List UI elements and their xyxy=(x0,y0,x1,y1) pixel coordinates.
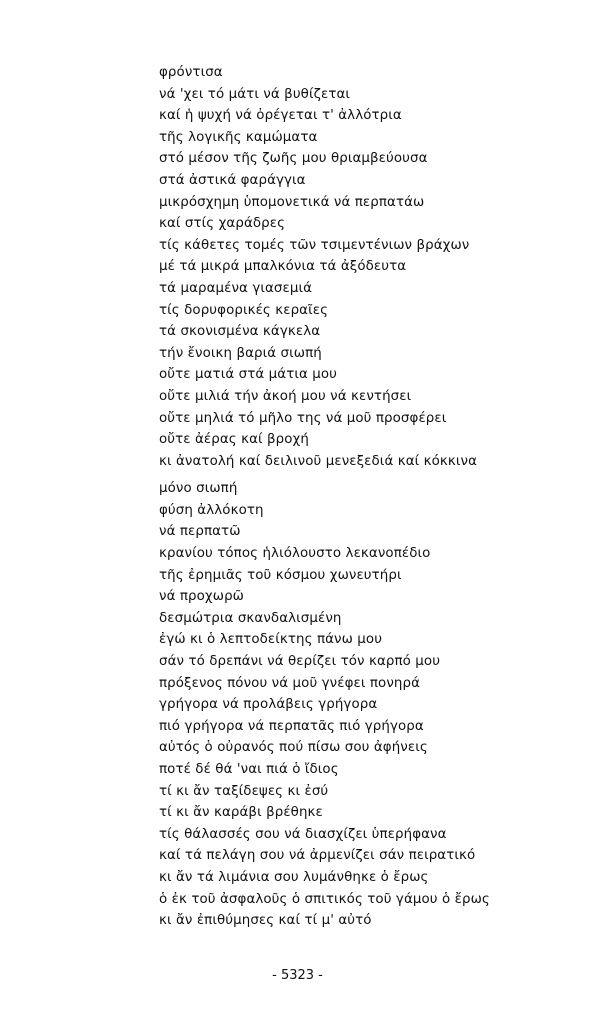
poem-line: καί τά πελάγη σου νά ἀρμενίζει σάν πειρατικό xyxy=(159,848,476,864)
poem-line: φύση ἀλλόκοτη xyxy=(159,502,264,518)
poem-line: τά σκονισμένα κάγκελα xyxy=(159,324,321,340)
poem-line: κι ἀνατολή καί δειλινοῦ μενεξεδιά καί κόκκινα xyxy=(159,453,478,469)
poem-line: γρήγορα νά προλάβεις γρήγορα xyxy=(159,697,378,713)
page-number: - 5323 - xyxy=(272,968,323,983)
poem-line: οὔτε μιλιά τήν ἀκοή μου νά κεντήσει xyxy=(159,388,412,404)
poem-line: οὔτε ματιά στά μάτια μου xyxy=(159,367,338,383)
poem-line: δεσμώτρια σκανδαλισμένη xyxy=(159,610,342,626)
poem-line: πρόξενος πόνου νά μοῦ γνέφει πονηρά xyxy=(159,675,421,691)
poem-line: τίς δορυφορικές κεραῖες xyxy=(159,302,329,318)
poem-line: ἐγώ κι ὁ λεπτοδείκτης πάνω μου xyxy=(159,632,383,648)
poem-line: κι ἄν ἐπιθύμησες καί τί μ' αὐτό xyxy=(159,913,372,929)
poem-line: στό μέσον τῆς ζωῆς μου θριαμβεύουσα xyxy=(159,151,428,167)
poem-line: τί κι ἄν ταξίδεψες κι ἐσύ xyxy=(159,783,329,799)
poem-line: μέ τά μικρά μπαλκόνια τά ἀξόδευτα xyxy=(159,259,407,275)
poem-line: κρανίου τόπος ἡλιόλουστο λεκανοπέδιο xyxy=(159,546,431,562)
poem-line: τίς θάλασσές σου νά διασχίζει ὑπερήφανα xyxy=(159,826,447,842)
poem-line: ὁ ἐκ τοῦ ἀσφαλοῦς ὁ σπιτικός τοῦ γάμου ὁ ἔρως xyxy=(159,891,490,907)
poem-line: σάν τό δρεπάνι νά θερίζει τόν καρπό μου xyxy=(159,654,441,670)
poem-line: τῆς λογικῆς καμώματα xyxy=(159,129,318,145)
poem-line: τίς κάθετες τομές τῶν τσιμεντένιων βράχων xyxy=(159,237,470,253)
poem-line: ποτέ δέ θά 'ναι πιά ὁ ἴδιος xyxy=(159,762,339,777)
poem-line: νά προχωρῶ xyxy=(159,589,244,605)
poem-line: μόνο σιωπή xyxy=(159,481,238,497)
poem-line: καί στίς χαράδρες xyxy=(159,216,286,232)
poem-line: μικρόσχημη ὑπομονετικά νά περπατάω xyxy=(159,194,425,210)
stanza-2 xyxy=(159,478,579,931)
poem-body xyxy=(159,62,579,932)
poem-line: οὔτε ἀέρας καί βροχή xyxy=(159,432,309,448)
poem-line: τί κι ἄν καράβι βρέθηκε xyxy=(159,805,323,821)
poem-line: πιό γρήγορα νά περπατᾶς πιό γρήγορα xyxy=(159,718,424,734)
poem-line: φρόντισα xyxy=(159,65,223,80)
poem-line: νά 'χει τό μάτι νά βυθίζεται xyxy=(159,86,351,102)
stanza-1 xyxy=(159,62,579,472)
poem-line: αὐτός ὁ οὐρανός πού πίσω σου ἀφήνεις xyxy=(159,740,428,756)
poem-line: στά ἀστικά φαράγγια xyxy=(159,172,306,188)
poem-line: νά περπατῶ xyxy=(159,524,241,540)
poem-line: τῆς ἐρημιᾶς τοῦ κόσμου χωνευτήρι xyxy=(159,567,402,583)
poem-line: τά μαραμένα γιασεμιά xyxy=(159,280,313,296)
poem-line: τήν ἔνοικη βαριά σιωπή xyxy=(159,345,322,361)
poem-line: κι ἄν τά λιμάνια σου λυμάνθηκε ὁ ἔρως xyxy=(159,869,429,885)
poem-line: καί ἡ ψυχή νά ὀρέγεται τ' ἀλλότρια xyxy=(159,108,402,124)
poem-line: οὔτε μηλιά τό μῆλο της νά μοῦ προσφέρει xyxy=(159,410,447,426)
